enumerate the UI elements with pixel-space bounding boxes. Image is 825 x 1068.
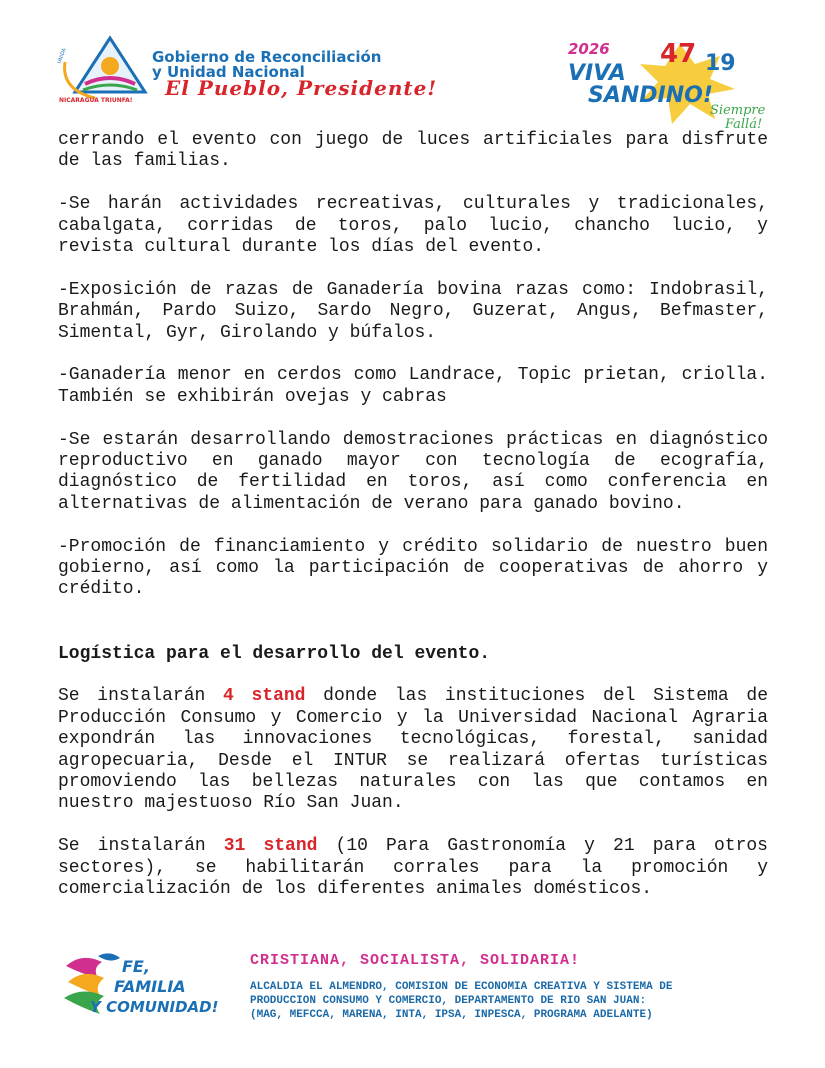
- p7-post: donde las instituciones del Sistema de Producción Consumo y Comercio y la Universidad Nacional Agraria expondrán las innovaciones tecnológicas, forestal, sanidad agropecuaria, Desde el INTUR se realizará ofertas turísticas promoviendo las bellezas naturales con las que contamos en nuestro majestuoso Río San Juan.: [58, 686, 768, 814]
- paragraph-31-stands: [58, 836, 768, 900]
- paragraph-cattle-breeds: -Exposición de razas de Ganadería bovina razas como: Indobrasil, Brahmán, Pardo Suizo, Sardo Negro, Guzerat, Angus, Befmaster, Simental, Gyr, Girolando y búfalos.: [58, 279, 768, 343]
- document-body: [58, 130, 768, 922]
- paragraph-financing: -Promoción de financiamiento y crédito solidario de nuestro buen gobierno, así como la participación de cooperativas de ahorro y crédito.: [58, 536, 768, 600]
- paragraph-demonstrations: -Se estarán desarrollando demostraciones prácticas en diagnóstico reproductivo en ganado mayor con tecnología de ecografía, diagnóstico de fertilidad en toros, así como conferencia en alternativas de alimentación de verano para ganado bovino.: [58, 429, 768, 514]
- footer-info-line2: PRODUCCION CONSUMO Y COMERCIO, DEPARTAMENTO DE RIO SAN JUAN:: [250, 995, 647, 1007]
- svg-text:47: 47: [660, 39, 697, 69]
- footer-info-line3: (MAG, MEFCCA, MARENA, INTA, IPSA, INPESCA, PROGRAMA ADELANTE): [250, 1009, 653, 1021]
- footer-motto: CRISTIANA, SOCIALISTA, SOLIDARIA!: [250, 952, 581, 969]
- fe-familia-comunidad-logo: [62, 948, 222, 1018]
- svg-text:Fallá!: Fallá!: [725, 117, 763, 130]
- svg-text:2026: 2026: [568, 40, 610, 58]
- svg-text:NICARAGUA TRIUNFA!: NICARAGUA TRIUNFA!: [59, 97, 133, 104]
- government-name-line2: y Unidad Nacional: [152, 63, 305, 81]
- svg-text:VIVA: VIVA: [568, 61, 626, 86]
- paragraph-activities: -Se harán actividades recreativas, culturales y tradicionales, cabalgata, corridas de toros, palo lucio, chancho lucio, y revista cultural durante los días del evento.: [58, 194, 768, 258]
- svg-text:19: 19: [705, 51, 736, 76]
- p7-pre: Se instalarán: [58, 686, 223, 707]
- government-logo: [55, 32, 165, 104]
- svg-text:UNIDA: UNIDA: [56, 47, 68, 65]
- logistics-heading: Logística para el desarrollo del evento.: [58, 643, 491, 664]
- footer-info-line1: ALCALDIA EL ALMENDRO, COMISION DE ECONOMIA CREATIVA Y SISTEMA DE: [250, 981, 673, 993]
- svg-text:FE,: FE,: [122, 957, 150, 976]
- government-name-line1: Gobierno de Reconciliación: [152, 48, 382, 66]
- government-slogan: El Pueblo, Presidente!: [165, 76, 438, 100]
- page-header: [0, 0, 825, 130]
- svg-text:Siempre: Siempre: [710, 103, 766, 118]
- svg-text:FAMILIA: FAMILIA: [114, 977, 186, 996]
- p8-post: (10 Para Gastronomía y 21 para otros sectores), se habilitarán corrales para la promoción y comercialización de los diferentes animales domésticos.: [58, 836, 768, 900]
- paragraph-minor-livestock: -Ganadería menor en cerdos como Landrace, Topic prietan, criolla. También se exhibirán ovejas y cabras: [58, 365, 768, 407]
- paragraph-lights: cerrando el evento con juego de luces artificiales para disfrute de las familias.: [58, 130, 768, 172]
- p8-pre: Se instalarán: [58, 836, 224, 857]
- footer-info: [250, 980, 770, 1022]
- viva-sandino-logo: [560, 34, 775, 130]
- paragraph-4-stands: [58, 686, 768, 814]
- stand-count-31: 31 stand: [223, 836, 318, 857]
- svg-text:Y COMUNIDAD!: Y COMUNIDAD!: [90, 998, 219, 1016]
- stand-count-4: 4 stand: [222, 686, 306, 707]
- svg-text:SANDINO!: SANDINO!: [588, 83, 713, 108]
